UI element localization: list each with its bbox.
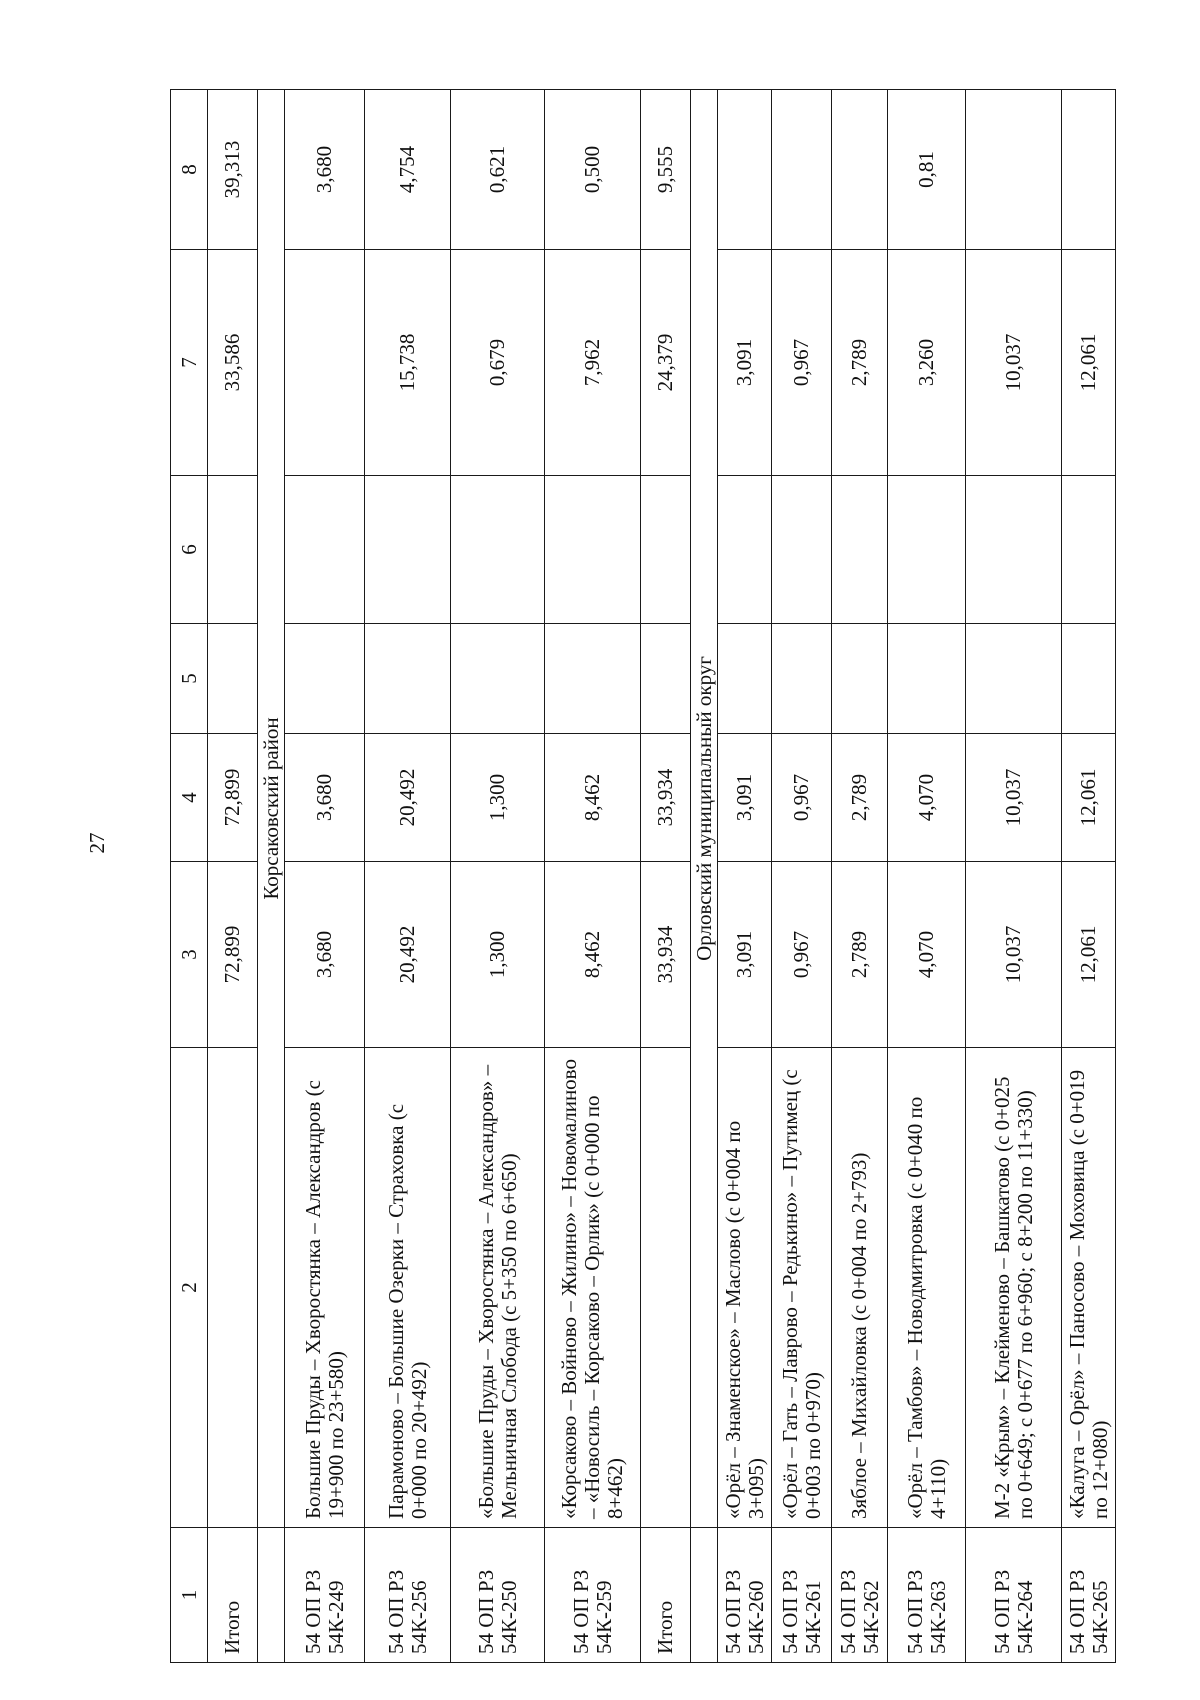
value-cell-5 — [832, 624, 888, 734]
value-cell-4: 3,091 — [718, 734, 772, 862]
length-cell: 12,061 — [1062, 862, 1116, 1048]
section-row — [258, 90, 285, 1663]
road-name-cell: «Калуга – Орёл» – Паносово – Моховица (с 0+019 по 12+080) — [1062, 1048, 1116, 1528]
value-cell-6 — [285, 476, 365, 624]
value-cell-4: 4,070 — [888, 734, 966, 862]
length-cell: 4,070 — [888, 862, 966, 1048]
value-cell-5 — [545, 624, 641, 734]
road-id-cell: 54 ОП РЗ 54К-249 — [285, 1528, 365, 1663]
road-name-cell: «Орёл – Тамбов» – Новодмитровка (с 0+040 по 4+110) — [888, 1048, 966, 1528]
road-row — [545, 90, 641, 1663]
total-row — [208, 90, 258, 1663]
value-cell-4: 1,300 — [451, 734, 545, 862]
value-cell-8 — [1062, 90, 1116, 250]
value-cell-7: 24,379 — [641, 250, 691, 476]
value-cell-4: 2,789 — [832, 734, 888, 862]
road-id-cell: 54 ОП РЗ 54К-263 — [888, 1528, 966, 1663]
value-cell-5 — [772, 624, 832, 734]
length-cell: 3,680 — [285, 862, 365, 1048]
value-cell-6 — [451, 476, 545, 624]
road-name-cell — [641, 1048, 691, 1528]
value-cell-5 — [888, 624, 966, 734]
value-cell-4: 0,967 — [772, 734, 832, 862]
road-id-cell: 54 ОП РЗ 54К-256 — [365, 1528, 451, 1663]
road-name-cell: Большие Пруды – Хворостянка – Александров (с 19+900 по 23+580) — [285, 1048, 365, 1528]
section-title: Орловский муниципальный округ — [691, 90, 718, 1528]
page-number: 27 — [85, 832, 109, 854]
section-row — [691, 90, 718, 1663]
value-cell-6 — [1062, 476, 1116, 624]
road-id-cell: Итого — [208, 1528, 258, 1663]
section-blank-cell — [258, 1528, 285, 1663]
road-row — [772, 90, 832, 1663]
road-name-cell — [208, 1048, 258, 1528]
column-number-6: 6 — [171, 476, 208, 624]
value-cell-4: 72,899 — [208, 734, 258, 862]
value-cell-7: 3,260 — [888, 250, 966, 476]
road-id-cell: 54 ОП РЗ 54К-262 — [832, 1528, 888, 1663]
road-name-cell: «Орёл – Гать – Лаврово – Редькино» – Путимец (с 0+003 по 0+970) — [772, 1048, 832, 1528]
road-name-cell: М-2 «Крым» – Клейменово – Башкатово (с 0+025 по 0+649; с 0+677 по 6+960; с 8+200 по 11+330) — [966, 1048, 1062, 1528]
value-cell-8: 9,555 — [641, 90, 691, 250]
value-cell-5 — [1062, 624, 1116, 734]
value-cell-5 — [966, 624, 1062, 734]
value-cell-8: 3,680 — [285, 90, 365, 250]
road-name-cell: «Большие Пруды – Хворостянка – Александров» – Мельничная Слобода (с 5+350 по 6+650) — [451, 1048, 545, 1528]
column-number-1: 1 — [171, 1528, 208, 1663]
column-number-8: 8 — [171, 90, 208, 250]
value-cell-6 — [365, 476, 451, 624]
section-title: Корсаковский район — [258, 90, 285, 1528]
road-list-table — [170, 89, 1116, 1663]
value-cell-6 — [641, 476, 691, 624]
road-id-cell: 54 ОП РЗ 54К-265 — [1062, 1528, 1116, 1663]
road-row — [451, 90, 545, 1663]
road-row — [966, 90, 1062, 1663]
table-frame — [170, 90, 1112, 1663]
total-row — [641, 90, 691, 1663]
road-row — [1062, 90, 1116, 1663]
length-cell: 2,789 — [832, 862, 888, 1048]
length-cell: 20,492 — [365, 862, 451, 1048]
column-number-4: 4 — [171, 734, 208, 862]
value-cell-7: 12,061 — [1062, 250, 1116, 476]
road-id-cell: 54 ОП РЗ 54К-250 — [451, 1528, 545, 1663]
road-id-cell: 54 ОП РЗ 54К-264 — [966, 1528, 1062, 1663]
value-cell-8: 39,313 — [208, 90, 258, 250]
length-cell: 0,967 — [772, 862, 832, 1048]
value-cell-8 — [718, 90, 772, 250]
value-cell-5 — [365, 624, 451, 734]
value-cell-7: 0,967 — [772, 250, 832, 476]
length-cell: 3,091 — [718, 862, 772, 1048]
value-cell-6 — [772, 476, 832, 624]
length-cell: 10,037 — [966, 862, 1062, 1048]
value-cell-8: 0,500 — [545, 90, 641, 250]
table-header-row — [171, 90, 208, 1663]
column-number-5: 5 — [171, 624, 208, 734]
road-name-cell: «Корсаково – Войново – Жилино» – Новомалиново – «Новосиль – Корсаково – Орлик» (с 0+000 по 8+462) — [545, 1048, 641, 1528]
length-cell: 8,462 — [545, 862, 641, 1048]
road-row — [832, 90, 888, 1663]
value-cell-4: 3,680 — [285, 734, 365, 862]
value-cell-4: 10,037 — [966, 734, 1062, 862]
value-cell-6 — [966, 476, 1062, 624]
road-row — [718, 90, 772, 1663]
value-cell-5 — [451, 624, 545, 734]
value-cell-6 — [718, 476, 772, 624]
road-name-cell: «Орёл – Знаменское» – Маслово (с 0+004 по 3+095) — [718, 1048, 772, 1528]
length-cell: 33,934 — [641, 862, 691, 1048]
value-cell-8: 0,621 — [451, 90, 545, 250]
value-cell-7: 7,962 — [545, 250, 641, 476]
value-cell-7: 0,679 — [451, 250, 545, 476]
road-row — [365, 90, 451, 1663]
value-cell-4: 8,462 — [545, 734, 641, 862]
value-cell-7 — [285, 250, 365, 476]
value-cell-4: 12,061 — [1062, 734, 1116, 862]
value-cell-5 — [641, 624, 691, 734]
value-cell-5 — [285, 624, 365, 734]
value-cell-5 — [718, 624, 772, 734]
value-cell-7: 3,091 — [718, 250, 772, 476]
road-id-cell: Итого — [641, 1528, 691, 1663]
value-cell-8 — [832, 90, 888, 250]
value-cell-8 — [966, 90, 1062, 250]
road-row — [285, 90, 365, 1663]
value-cell-4: 33,934 — [641, 734, 691, 862]
value-cell-7: 33,586 — [208, 250, 258, 476]
length-cell: 72,899 — [208, 862, 258, 1048]
road-name-cell: Парамоново – Большие Озерки – Страховка (с 0+000 по 20+492) — [365, 1048, 451, 1528]
value-cell-8 — [772, 90, 832, 250]
value-cell-7: 15,738 — [365, 250, 451, 476]
value-cell-6 — [545, 476, 641, 624]
road-id-cell: 54 ОП РЗ 54К-261 — [772, 1528, 832, 1663]
value-cell-7: 2,789 — [832, 250, 888, 476]
value-cell-6 — [208, 476, 258, 624]
road-row — [888, 90, 966, 1663]
column-number-2: 2 — [171, 1048, 208, 1528]
road-name-cell: Зяблое – Михайловка (с 0+004 по 2+793) — [832, 1048, 888, 1528]
length-cell: 1,300 — [451, 862, 545, 1048]
value-cell-6 — [888, 476, 966, 624]
value-cell-6 — [832, 476, 888, 624]
value-cell-8: 4,754 — [365, 90, 451, 250]
column-number-7: 7 — [171, 250, 208, 476]
column-number-3: 3 — [171, 862, 208, 1048]
section-blank-cell — [691, 1528, 718, 1663]
value-cell-7: 10,037 — [966, 250, 1062, 476]
value-cell-4: 20,492 — [365, 734, 451, 862]
value-cell-8: 0,81 — [888, 90, 966, 250]
value-cell-5 — [208, 624, 258, 734]
road-id-cell: 54 ОП РЗ 54К-259 — [545, 1528, 641, 1663]
road-id-cell: 54 ОП РЗ 54К-260 — [718, 1528, 772, 1663]
